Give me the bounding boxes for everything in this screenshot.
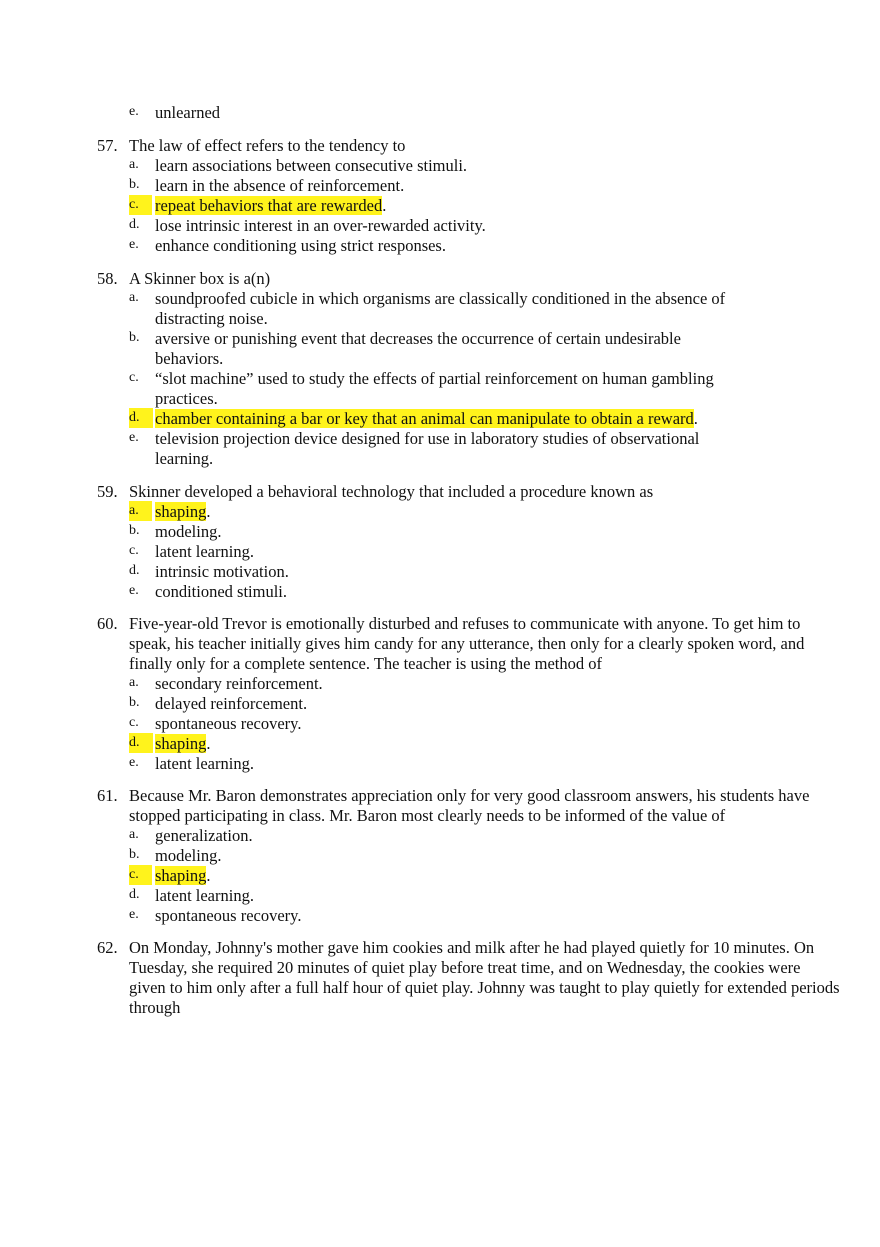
- question-57: [0, 136, 880, 256]
- option-b: [0, 846, 880, 866]
- option-e: [0, 582, 880, 602]
- question-59: [0, 482, 880, 602]
- highlighted-answer: shaping: [155, 502, 207, 521]
- question-61: [0, 786, 880, 926]
- option-letter: c.: [129, 715, 139, 730]
- question-number: 59.: [97, 482, 118, 501]
- highlighted-answer: repeat behaviors that are rewarded: [155, 196, 383, 215]
- option-letter: d.: [129, 733, 153, 753]
- option-d: [0, 562, 880, 582]
- question-number: 57.: [97, 136, 118, 155]
- option-letter: b.: [129, 523, 140, 538]
- option-a: [0, 289, 880, 329]
- option-letter: a.: [129, 290, 139, 305]
- option-letter: b.: [129, 330, 140, 345]
- option-d-correct: [0, 734, 880, 754]
- option-c-correct: [0, 866, 880, 886]
- question-60: [0, 614, 880, 774]
- option-c: [0, 714, 880, 734]
- option-text: lose intrinsic interest in an over-rewarded activity.: [155, 216, 486, 235]
- option-a-correct: [0, 502, 880, 522]
- option-text: latent learning.: [155, 542, 254, 561]
- option-text: latent learning.: [155, 754, 254, 773]
- question-stem: Because Mr. Baron demonstrates appreciation only for very good classroom answers, his students have stopped participating in class. Mr. Baron most clearly needs to be informed of the value of: [129, 786, 810, 825]
- highlighted-answer: chamber containing a bar or key that an animal can manipulate to obtain a reward: [155, 409, 694, 428]
- option-letter: e.: [129, 104, 139, 119]
- question-stem: Skinner developed a behavioral technology that included a procedure known as: [129, 482, 654, 501]
- question-stem: Five-year-old Trevor is emotionally disturbed and refuses to communicate with anyone. To get him to speak, his teacher initially gives him candy for any utterance, then only for a clearly spoken word, and finally only for a complete sentence. The teacher is using the method of: [129, 614, 805, 673]
- option-d: [0, 886, 880, 906]
- option-text: delayed reinforcement.: [155, 694, 308, 713]
- option-text: learn in the absence of reinforcement.: [155, 176, 405, 195]
- option-text: secondary reinforcement.: [155, 674, 323, 693]
- option-text: spontaneous recovery.: [155, 714, 302, 733]
- option-letter: e.: [129, 755, 139, 770]
- option-letter: c.: [129, 195, 152, 215]
- option-letter: b.: [129, 847, 140, 862]
- question-stem: A Skinner box is a(n): [129, 269, 271, 288]
- option-letter: a.: [129, 501, 152, 521]
- option-e: [0, 906, 880, 926]
- option-b: [0, 522, 880, 542]
- option-c-correct: [0, 196, 880, 216]
- option-tail: .: [382, 196, 387, 215]
- option-a: [0, 156, 880, 176]
- option-b: [0, 176, 880, 196]
- option-letter: d.: [129, 887, 140, 902]
- option-c: [0, 369, 880, 409]
- question-62: [0, 938, 880, 1018]
- question-stem: On Monday, Johnny's mother gave him cookies and milk after he had played quietly for 10 minutes. On Tuesday, she required 20 minutes of quiet play before treat time, and on Wednesday, the cookies were given to him only after a full half hour of quiet play. Johnny was taught to play quietly for extended periods through: [129, 938, 840, 1017]
- option-letter: a.: [129, 827, 139, 842]
- option-text: enhance conditioning using strict responses.: [155, 236, 446, 255]
- option-text: “slot machine” used to study the effects of partial reinforcement on human gambling practices.: [155, 369, 714, 408]
- option-text: modeling.: [155, 846, 222, 865]
- option-text: intrinsic motivation.: [155, 562, 289, 581]
- option-text: latent learning.: [155, 886, 254, 905]
- option-letter: e.: [129, 430, 139, 445]
- option-c: [0, 542, 880, 562]
- option-text: modeling.: [155, 522, 222, 541]
- option-text: aversive or punishing event that decreases the occurrence of certain undesirable behaviors.: [155, 329, 681, 368]
- question-number: 58.: [97, 269, 118, 288]
- option-text: unlearned: [155, 103, 221, 122]
- option-letter: d.: [129, 563, 140, 578]
- option-text: generalization.: [155, 826, 253, 845]
- option-e: [0, 754, 880, 774]
- option-tail: .: [206, 734, 211, 753]
- option-b: [0, 694, 880, 714]
- carryover-option: [0, 103, 880, 123]
- highlighted-answer: shaping: [155, 866, 207, 885]
- option-letter: e.: [129, 907, 139, 922]
- option-letter: a.: [129, 675, 139, 690]
- option-letter: c.: [129, 370, 139, 385]
- option-letter: c.: [129, 865, 152, 885]
- question-number: 60.: [97, 614, 118, 633]
- option-letter: e.: [129, 583, 139, 598]
- option-text: conditioned stimuli.: [155, 582, 287, 601]
- option-letter: d.: [129, 408, 153, 428]
- option-letter: c.: [129, 543, 139, 558]
- option-a: [0, 674, 880, 694]
- option-text: spontaneous recovery.: [155, 906, 302, 925]
- option-tail: .: [206, 502, 211, 521]
- option-text: learn associations between consecutive stimuli.: [155, 156, 468, 175]
- question-number: 61.: [97, 786, 118, 805]
- question-stem: The law of effect refers to the tendency to: [129, 136, 406, 155]
- question-58: [0, 269, 880, 469]
- option-letter: b.: [129, 177, 140, 192]
- option-text: television projection device designed for use in laboratory studies of observational learning.: [155, 429, 700, 468]
- option-d-correct: [0, 409, 880, 429]
- option-b: [0, 329, 880, 369]
- option-letter: b.: [129, 695, 140, 710]
- question-number: 62.: [97, 938, 118, 957]
- option-letter: a.: [129, 157, 139, 172]
- option-tail: .: [693, 409, 698, 428]
- option-letter: e.: [129, 237, 139, 252]
- highlighted-answer: shaping: [155, 734, 207, 753]
- option-tail: .: [206, 866, 211, 885]
- option-a: [0, 826, 880, 846]
- option-e: [0, 429, 880, 469]
- option-letter: d.: [129, 217, 140, 232]
- option-d: [0, 216, 880, 236]
- option-e: [0, 236, 880, 256]
- option-text: soundproofed cubicle in which organisms are classically conditioned in the absence of distracting noise.: [155, 289, 726, 328]
